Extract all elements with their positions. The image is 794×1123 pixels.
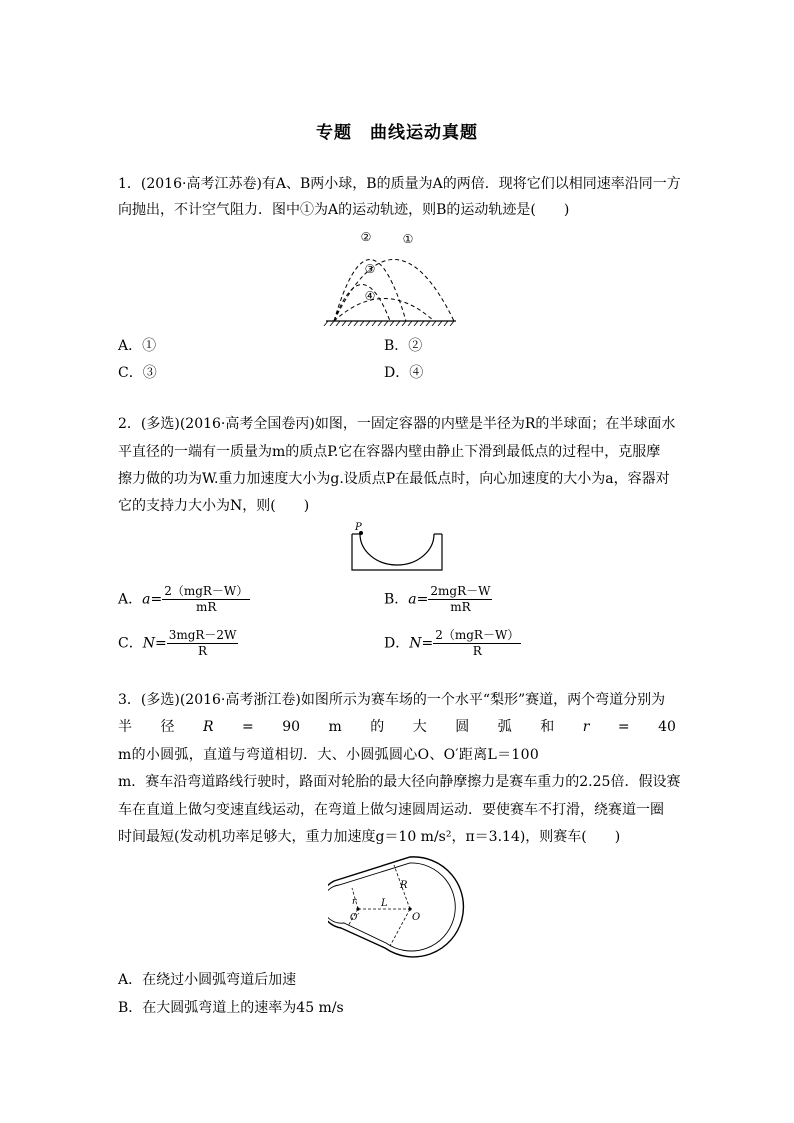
q2-option-c xyxy=(118,628,238,659)
trajectory-label-1: ① xyxy=(402,232,414,246)
trajectory-label-3: ③ xyxy=(364,262,376,276)
page-title: 专题 曲线运动真题 xyxy=(316,123,478,143)
q2-option-d-denominator: R xyxy=(472,644,482,658)
q2-option-d-numerator: 2（mgR－W） xyxy=(435,628,520,642)
q3-word: = xyxy=(617,719,630,735)
q2-text-line4: 它的支持力大小为N，则( ) xyxy=(118,498,310,514)
q2-option-b xyxy=(384,584,492,615)
trajectory-label-4: ④ xyxy=(364,289,376,303)
q3-option-a: A．在绕过小圆弧弯道后加速 xyxy=(118,972,297,988)
q1-option-d: D．④ xyxy=(384,365,424,381)
q2-option-a-fraction xyxy=(162,584,250,615)
q2-option-d-letter: D． xyxy=(384,635,410,652)
q2-text-line1: 2．(多选)(2016·高考全国卷丙)如图，一固定容器的内壁是半径为R的半球面；在半球面水 xyxy=(118,416,676,432)
q2-option-d-lhs: N= xyxy=(409,635,434,652)
q2-option-a-denominator: mR xyxy=(196,600,217,614)
q3-word: r xyxy=(582,719,590,735)
q3-text-line4: m．赛车沿弯道路线行驶时，路面对轮胎的最大径向静摩擦力是赛车重力的2.25倍．假设赛 xyxy=(118,774,681,790)
q3-racetrack-figure xyxy=(328,854,466,958)
trajectory-label-2: ② xyxy=(360,230,372,244)
q1-option-b: B．② xyxy=(384,338,423,354)
q3-option-b: B．在大圆弧弯道上的速率为45 m/s xyxy=(118,1000,344,1016)
q3-word: 90 xyxy=(282,719,301,735)
q3-word: 圆 xyxy=(455,719,470,735)
q1-trajectory-figure xyxy=(320,228,464,326)
q2-text-line3: 擦力做的功为W.重力加速度大小为g.设质点P在最低点时，向心加速度的大小为a，容器对 xyxy=(118,471,670,487)
q2-option-b-denominator: mR xyxy=(450,600,471,614)
center-O-label: O xyxy=(412,912,421,923)
q3-word: = xyxy=(242,719,254,735)
q1-text-line2: 向抛出，不计空气阻力．图中①为A的运动轨迹，则B的运动轨迹是( ) xyxy=(118,202,570,218)
q2-text-line2: 平直径的一端有一质量为m的质点P.它在容器内壁由静止下滑到最低点的过程中，克服摩 xyxy=(118,444,661,460)
q2-option-a-lhs: a= xyxy=(142,591,163,608)
q2-option-b-lhs: a= xyxy=(408,591,429,608)
q2-option-c-denominator: R xyxy=(198,644,208,658)
center-O-prime-label: O′ xyxy=(350,913,360,923)
q2-option-c-letter: C． xyxy=(118,635,143,652)
q2-hemisphere-figure xyxy=(348,520,448,574)
radius-r-label: r xyxy=(352,897,357,907)
q1-option-a: A．① xyxy=(118,338,157,354)
q3-text-line5: 车在直道上做匀变速直线运动，在弯道上做匀速圆周运动．要使赛车不打滑，绕赛道一圈 xyxy=(118,802,664,818)
q3-word: m xyxy=(328,719,342,735)
q2-option-a-numerator: 2（mgR－W） xyxy=(164,584,249,598)
q3-word: 的 xyxy=(370,719,385,735)
q3-word: 40 xyxy=(658,719,676,735)
q2-option-d xyxy=(384,628,521,659)
q3-text-line6: 时间最短(发动机功率足够大，重力加速度g＝10 m/s²，π＝3.14)，则赛车( ) xyxy=(118,829,621,845)
q2-option-d-fraction xyxy=(433,628,521,659)
q1-option-c: C．③ xyxy=(118,365,157,381)
point-p-label: P xyxy=(355,522,362,533)
q2-option-b-numerator: 2mgR－W xyxy=(430,584,491,598)
q3-word: 半 xyxy=(118,719,132,735)
q2-option-b-fraction xyxy=(428,584,492,615)
distance-L-label: L xyxy=(381,898,388,909)
q2-option-c-numerator: 3mgR－2W xyxy=(168,628,237,642)
q2-option-c-fraction xyxy=(167,628,239,659)
radius-R-label: R xyxy=(400,880,408,891)
q3-word: 弧 xyxy=(497,719,512,735)
q3-word: R xyxy=(202,719,214,735)
q2-option-b-letter: B． xyxy=(384,591,409,608)
q1-text-line1: 1．(2016·高考江苏卷)有A、B两小球，B的质量为A的两倍．现将它们以相同速率沿同一方 xyxy=(118,176,681,192)
q2-option-a xyxy=(118,584,250,615)
q3-word: 大 xyxy=(412,719,427,735)
q3-text-line3: m的小圆弧，直道与弯道相切．大、小圆弧圆心O、O′距离L＝100 xyxy=(118,747,540,763)
q3-text-line2 xyxy=(118,717,676,737)
q3-word: 径 xyxy=(160,719,175,735)
q2-option-a-letter: A． xyxy=(118,591,143,608)
q3-text-line1: 3．(多选)(2016·高考浙江卷)如图所示为赛车场的一个水平“梨形”赛道，两个弯道分别为 xyxy=(118,692,666,708)
q3-word: 和 xyxy=(540,719,555,735)
q2-option-c-lhs: N= xyxy=(142,635,167,652)
